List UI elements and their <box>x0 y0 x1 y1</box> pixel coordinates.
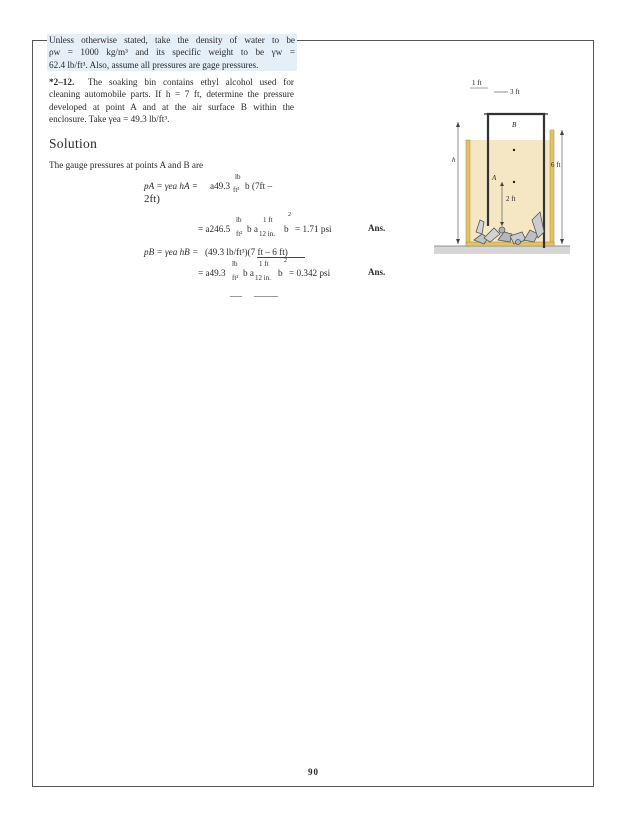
solution-intro: The gauge pressures at points A and B are <box>49 160 204 170</box>
point-a-marker <box>513 181 515 183</box>
eq2-mid: b a <box>247 224 258 234</box>
eq4-close: b <box>278 268 283 278</box>
faint-rule <box>254 296 278 297</box>
eq2-conv-den: 12 in. <box>259 230 275 238</box>
eq1-unit-num: lb <box>235 173 241 181</box>
eq4-prefix: = a49.3 <box>198 268 226 278</box>
eq2-unit-den: ft² <box>236 230 243 238</box>
problem-line: enclosure. Take γea = 49.3 lb/ft³. <box>49 114 170 125</box>
problem-line: cleaning automobile parts. If h = 7 ft, determine the pressure <box>49 89 294 100</box>
eq3-underline <box>257 257 305 258</box>
eq4-unit-num: lb <box>232 260 238 268</box>
eq1-lhs: pA = γea hA = <box>144 181 198 191</box>
given-line: Unless otherwise stated, take the density of water to be <box>49 35 295 45</box>
faint-rule <box>230 296 242 297</box>
eq3-lhs: pB = γea hB = <box>144 247 199 257</box>
eq4-mid: b a <box>243 268 254 278</box>
label-a: A <box>492 174 497 182</box>
eq4-result: = 0.342 psi <box>289 268 331 278</box>
eq2-unit-num: lb <box>236 216 242 224</box>
solution-heading: Solution <box>49 136 98 151</box>
problem-statement <box>49 76 294 126</box>
page-number: 90 <box>308 767 319 777</box>
eq1-factor: a49.3 <box>210 181 231 191</box>
tank-bottom <box>466 242 554 246</box>
label-one-ft: 1 ft <box>472 79 482 87</box>
eq4-unit-den: ft² <box>232 274 239 282</box>
eq4-ans-label: Ans. <box>368 267 386 277</box>
eq2-exponent: 2 <box>288 212 291 218</box>
given-line: 62.4 lb/ft³. Also, assume all pressures are gage pressures. <box>49 59 259 70</box>
eq2-close: b <box>284 224 289 234</box>
eq1-tail: b (7ft – <box>245 181 273 191</box>
label-six-ft: 6 ft <box>551 161 561 169</box>
eq2-prefix: = a246.5 <box>198 224 231 234</box>
tank-left-wall <box>466 140 470 246</box>
problem-line: developed at point A and at the air surface B within the <box>49 101 294 112</box>
eq3-rhs: (49.3 lb/ft³)(7 ft – 6 ft) <box>205 247 288 257</box>
label-h: h <box>452 156 456 164</box>
eq2-conv-num: 1 ft <box>263 216 273 224</box>
eq4-exponent: 2 <box>284 258 287 264</box>
soaking-bin-figure <box>432 70 572 266</box>
given-line: ρw = 1000 kg/m³ and its specific weight to be γw = <box>49 47 295 58</box>
ground-hatch <box>434 246 570 254</box>
problem-line <box>49 76 294 88</box>
eq4-conv-num: 1 ft <box>259 260 269 268</box>
label-three-ft: 3 ft <box>510 88 520 96</box>
problem-line-text: The soaking bin contains ethyl alcohol used for <box>87 77 294 87</box>
eq1-unit-den: ft³ <box>233 186 240 194</box>
eq2-ans-label: Ans. <box>368 223 386 233</box>
eq2-result: = 1.71 psi <box>295 224 332 234</box>
label-b: B <box>512 121 517 129</box>
point-b-marker <box>513 149 515 151</box>
eq4-conv-den: 12 in. <box>255 274 271 282</box>
given-data-block <box>47 34 297 71</box>
eq1-tail2: 2ft) <box>144 193 160 205</box>
problem-number: *2–12. <box>49 77 75 87</box>
tank-right-wall <box>550 130 554 246</box>
label-two-ft: 2 ft <box>506 195 516 203</box>
